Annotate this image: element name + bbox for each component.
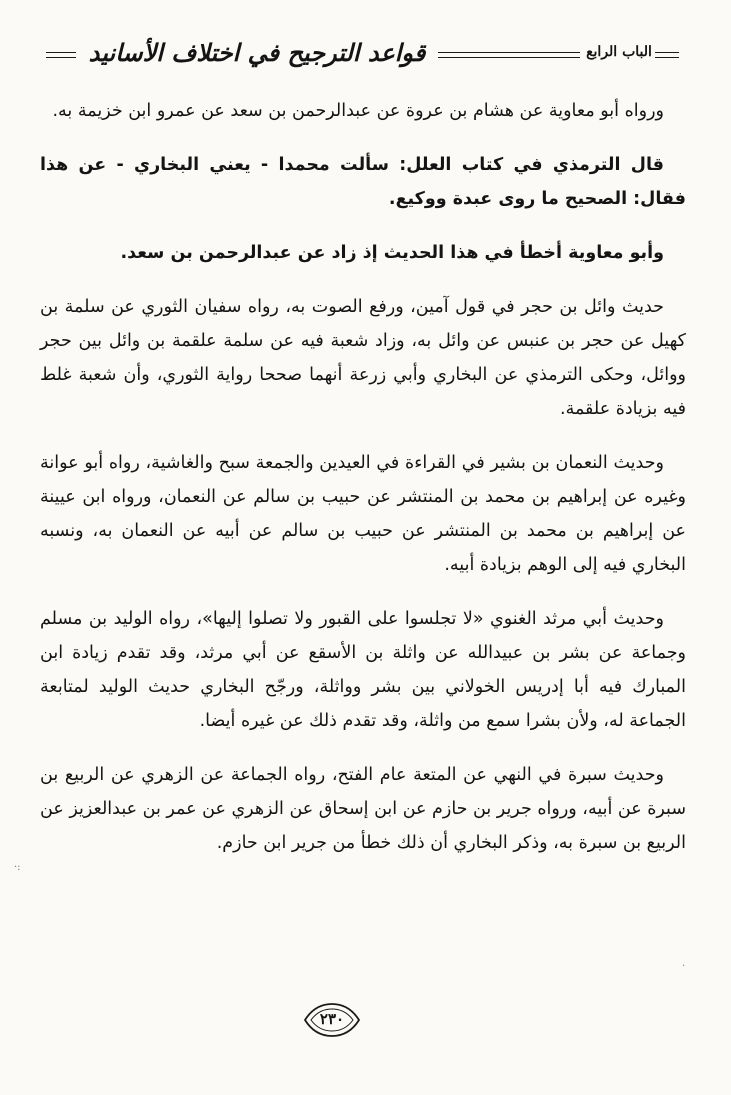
paragraph-2: قال الترمذي في كتاب العلل: سألت محمدا - يعني البخاري - عن هذا فقال: الصحيح ما روى عبدة ووكيع. [40, 155, 686, 209]
header-rule-middle [438, 52, 580, 58]
paragraph-3: وأبو معاوية أخطأ في هذا الحديث إذ زاد عن عبدالرحمن بن سعد. [120, 243, 664, 263]
paragraph-4: حديث وائل بن حجر في قول آمين، ورفع الصوت به، رواه سفيان الثوري عن سلمة بن كهيل عن حجر بن عنبس عن وائل به، وزاد شعبة فيه عن سلمة علقمة بن وائل بين حجر ووائل، وحكى الترمذي عن البخاري وأبي زرعة أنهما صححا رواية الثوري، وأن شعبة غلط فيه بزيادة علقمة. [40, 297, 686, 419]
running-header [40, 32, 690, 76]
header-rule-left [46, 52, 76, 58]
margin-speck: . [682, 958, 686, 969]
book-title: قواعد الترجيح في اختلاف الأسانيد [88, 38, 426, 67]
paragraph-6: وحديث أبي مرثد الغنوي «لا تجلسوا على القبور ولا تصلوا إليها»، رواه الوليد بن مسلم وجماعة عن بشر بن عبيدالله عن واثلة بن الأسقع عن أبي مرثد، وقد تقدم زيادة ابن المبارك فيه أبا إدريس الخولاني بين بشر وواثلة، ورجّح البخاري حديث الوليد لمتابعة الجماعة له، ولأن بشرا سمع من واثلة، وقد تقدم ذلك عن غيره أيضا. [40, 609, 686, 731]
chapter-title: الباب الرابع [586, 44, 652, 60]
paragraph-7: وحديث سبرة في النهي عن المتعة عام الفتح، رواه الجماعة عن الزهري عن الربيع بن سبرة عن أبيه، ورواه جرير بن حازم عن ابن إسحاق عن الزهري عن عمر بن عبدالعزيز عن الربيع بن سبرة به، وذكر البخاري أن ذلك خطأ من جرير ابن حازم. [40, 765, 686, 853]
page-body [40, 94, 686, 880]
paragraph-1: ورواه أبو معاوية عن هشام بن عروة عن عبدالرحمن بن سعد عن عمرو ابن خزيمة به. [52, 101, 664, 121]
page-number: ٢٣٠ [319, 1010, 345, 1028]
margin-speck: ·: [14, 862, 21, 873]
page-number-ornament [301, 1000, 363, 1040]
paragraph-5: وحديث النعمان بن بشير في القراءة في العيدين والجمعة سبح والغاشية، رواه أبو عوانة وغيره عن إبراهيم بن محمد بن المنتشر عن حبيب بن سالم عن النعمان، ورواه ابن عيينة عن إبراهيم بن محمد بن المنتشر عن حبيب بن سالم عن أبيه عن النعمان به، ونسبه البخاري فيه إلى الوهم بزيادة أبيه. [40, 453, 686, 575]
header-rule-right [655, 52, 679, 58]
